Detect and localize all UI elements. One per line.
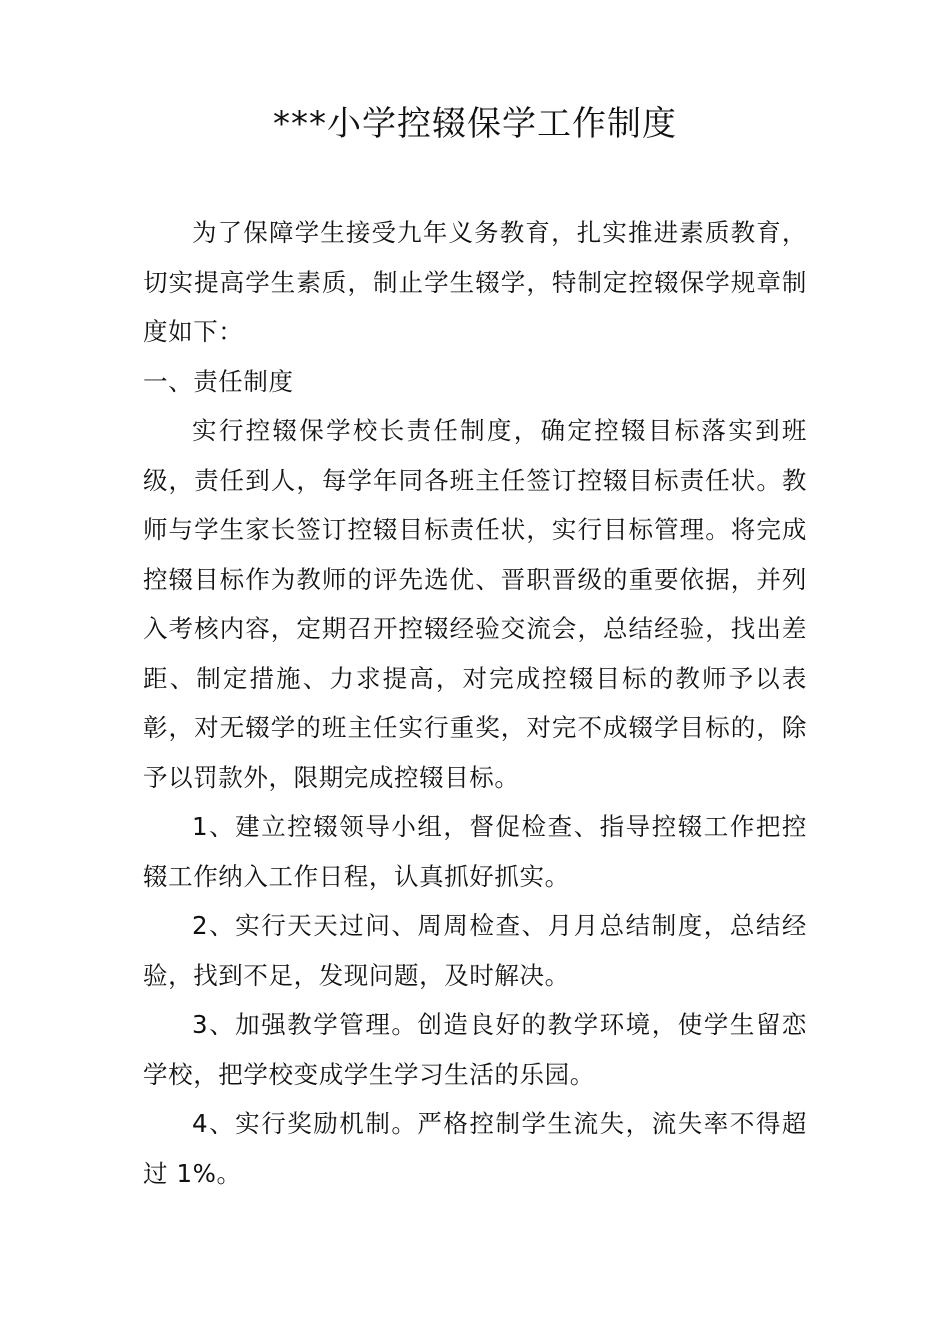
document-body (143, 208, 807, 1198)
list-item-2: 2、实行天天过问、周周检查、月月总结制度，总结经验，找到不足，发现问题，及时解决。 (143, 911, 807, 990)
list-item-1: 1、建立控辍领导小组，督促检查、指导控辍工作把控辍工作纳入工作日程，认真抓好抓实。 (143, 812, 807, 891)
document-title: ***小学控辍保学工作制度 (273, 104, 677, 144)
list-item-4: 4、实行奖励机制。严格控制学生流失，流失率不得超过 1%。 (143, 1109, 807, 1188)
section-heading-responsibility: 一、责任制度 (143, 366, 294, 396)
intro-paragraph: 为了保障学生接受九年义务教育，扎实推进素质教育，切实提高学生素质，制止学生辍学，特制定控辍保学规章制度如下： (143, 218, 807, 346)
responsibility-paragraph: 实行控辍保学校长责任制度，确定控辍目标落实到班级，责任到人，每学年同各班主任签订控辍目标责任状。教师与学生家长签订控辍目标责任状，实行目标管理。将完成控辍目标作为教师的评先选优、晋职晋级的重要依据，并列入考核内容，定期召开控辍经验交流会，总结经验，找出差距、制定措施、力求提高，对完成控辍目标的教师予以表彰，对无辍学的班主任实行重奖，对完不成辍学目标的，除予以罚款外，限期完成控辍目标。 (143, 416, 807, 792)
list-item-3: 3、加强教学管理。创造良好的教学环境，使学生留恋学校，把学校变成学生学习生活的乐园。 (143, 1010, 807, 1089)
